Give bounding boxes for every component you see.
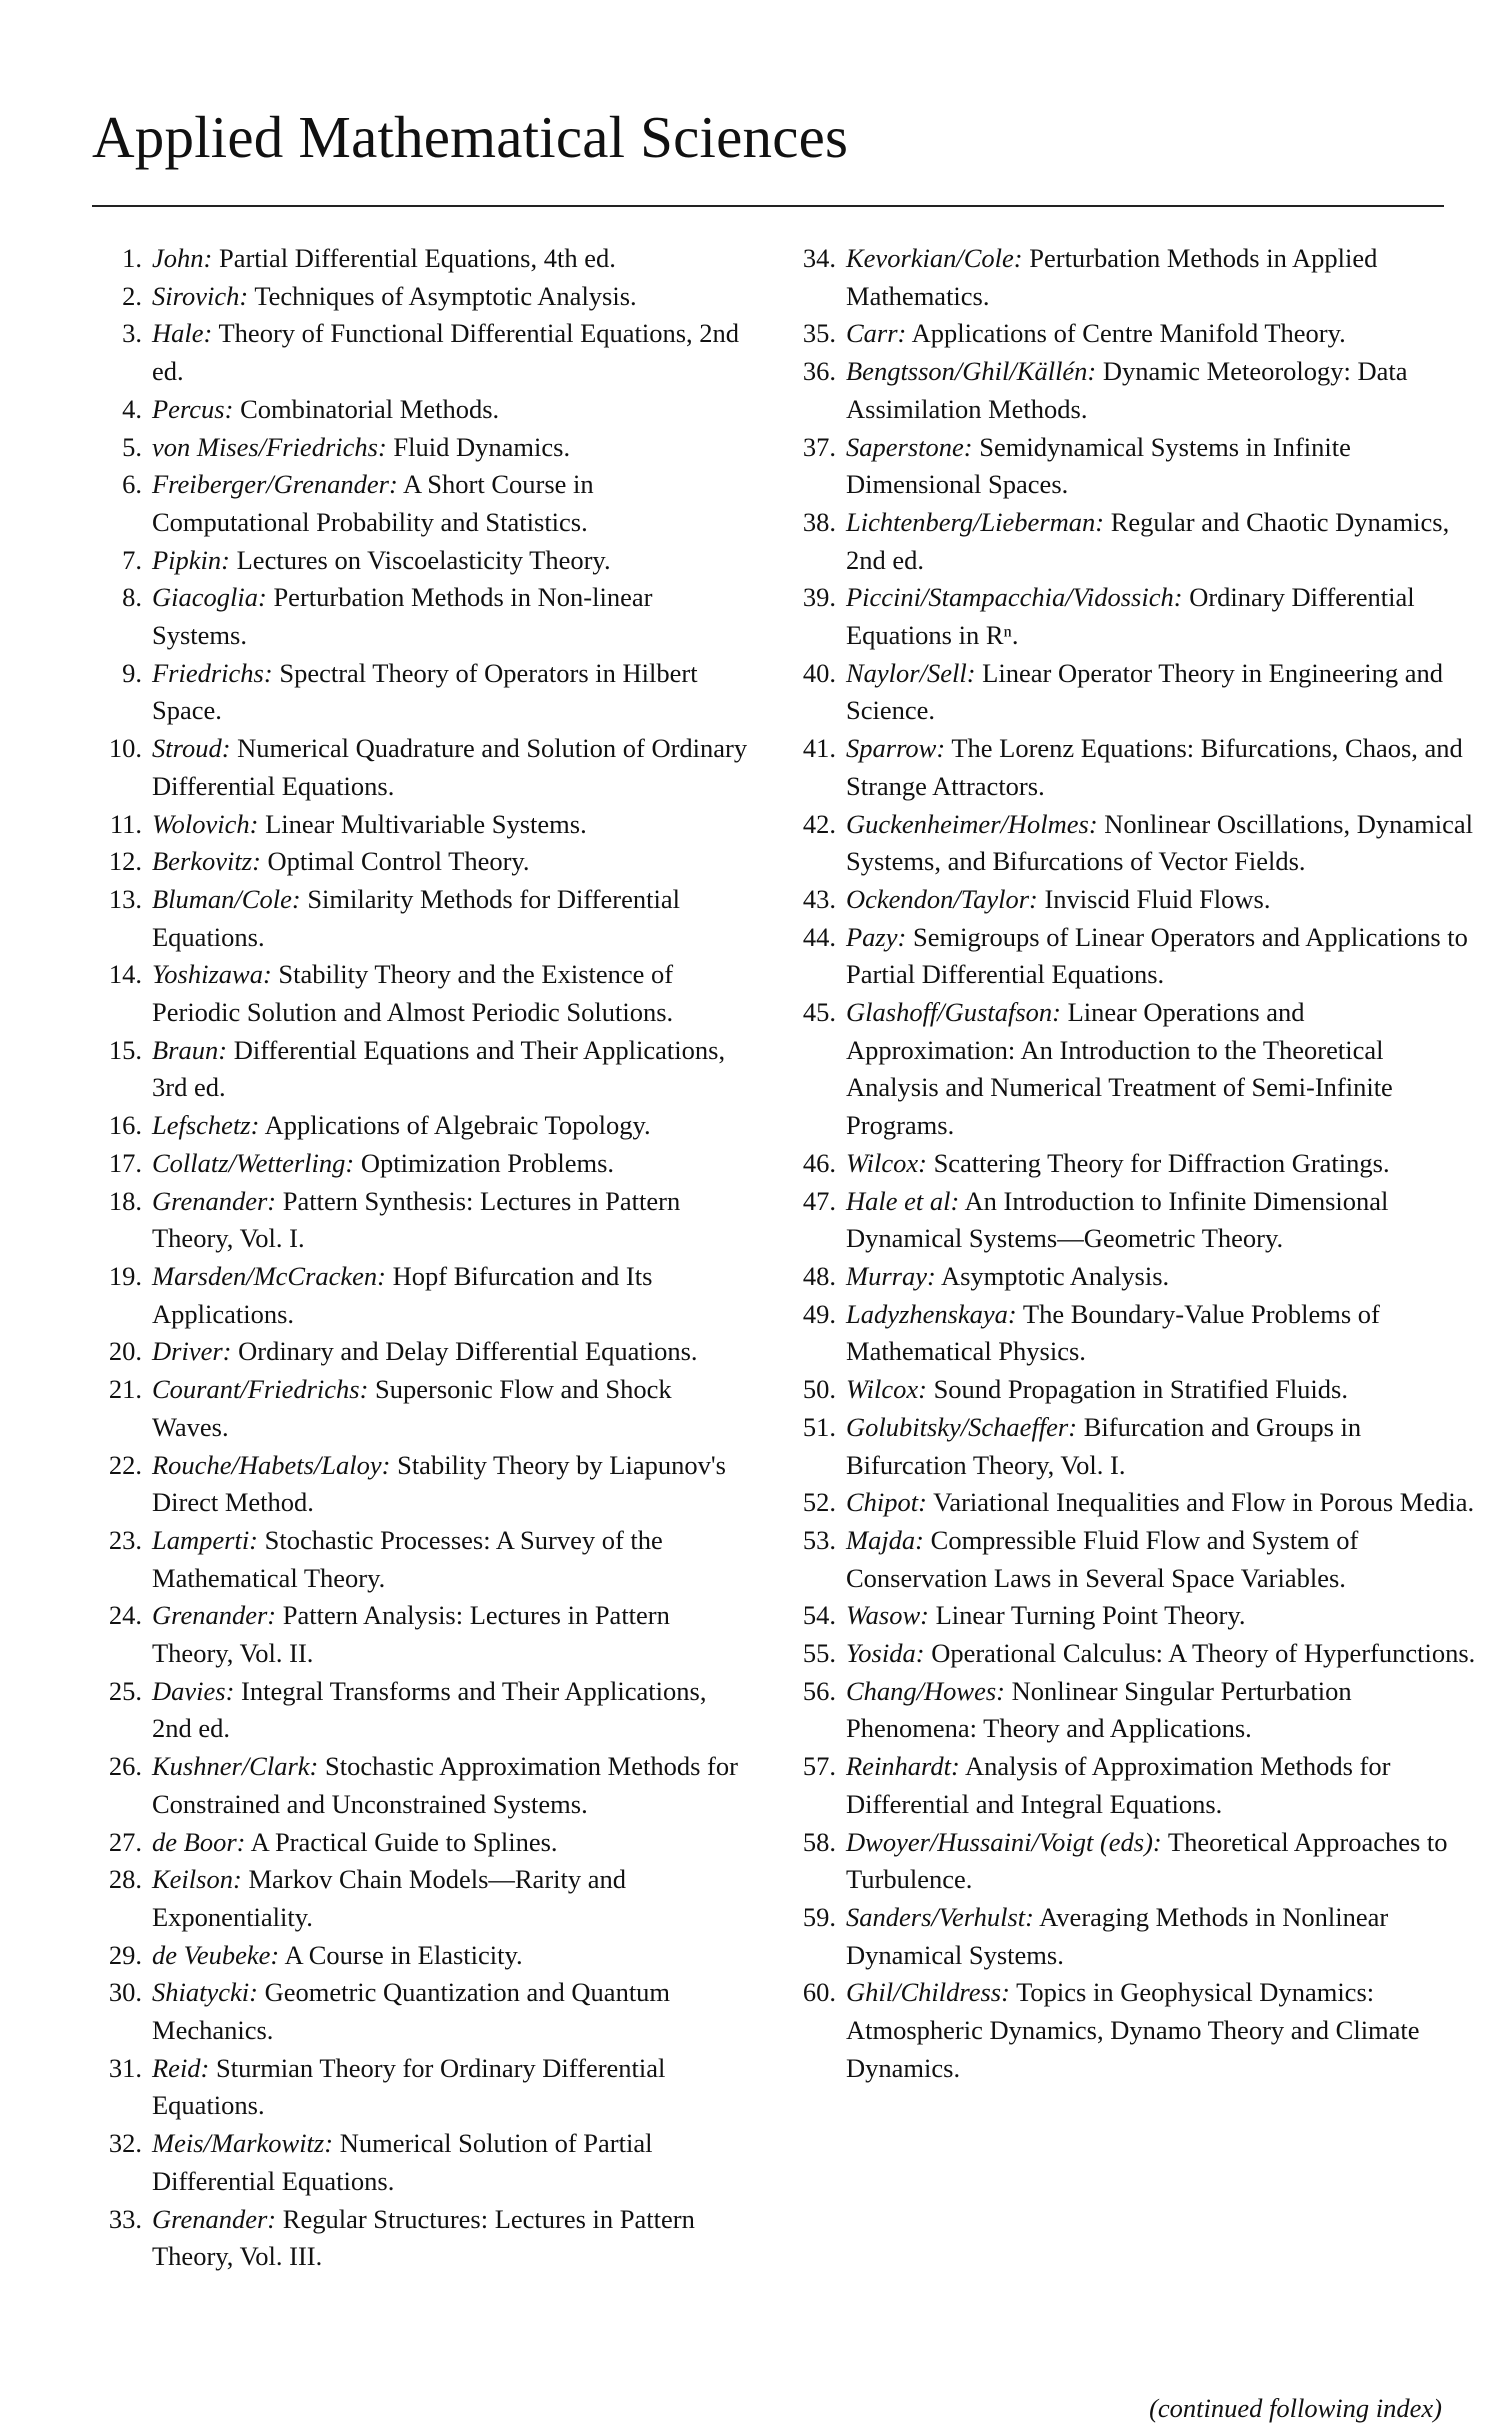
entry-title: Linear Multivariable Systems. [265,808,587,839]
entry-author: Keilson: [152,1864,242,1895]
list-item [92,1258,752,1333]
entry-number: 38. [802,506,836,537]
entry-title: Nonlinear Singular Perturbation Phenomena: Theory and Applications. [846,1675,1352,1744]
entry-number: 28. [108,1864,142,1895]
entry-title: A Practical Guide to Splines. [250,1826,558,1857]
list-item [786,1673,1476,1748]
entry-number: 15. [108,1034,142,1065]
entry-number: 21. [108,1374,142,1405]
entry-author: Bengtsson/Ghil/Källén: [846,356,1097,387]
list-item [92,1937,752,1975]
page-title: Applied Mathematical Sciences [92,104,849,170]
entry-number: 16. [108,1110,142,1141]
entry-author: Wilcox: [846,1374,927,1405]
entry-author: Rouche/Habets/Laloy: [152,1449,391,1480]
list-item [92,240,752,278]
entry-author: Wasow: [846,1600,929,1631]
entry-author: Percus: [152,393,234,424]
list-item [92,843,752,881]
list-item [92,1861,752,1936]
entry-number: 11. [109,808,142,839]
entry-author: Giacoglia: [152,582,267,613]
list-item [92,2125,752,2200]
entry-author: Ghil/Childress: [846,1977,1010,2008]
list-item [786,1522,1476,1597]
entry-title: A Course in Elasticity. [284,1939,523,1970]
entry-author: Murray: [846,1260,936,1291]
entry-number: 25. [108,1675,142,1706]
entry-author: Majda: [846,1524,925,1555]
entry-title: Markov Chain Models—Rarity and Exponentiality. [152,1864,627,1932]
entry-title: Perturbation Methods in Non-linear Systems. [152,582,653,651]
entry-author: Grenander: [152,1600,277,1631]
entry-title: Regular Structures: Lectures in Pattern Theory, Vol. III. [152,2203,695,2272]
list-item [786,1635,1476,1673]
entry-title: Variational Inequalities and Flow in Porous Media. [933,1487,1475,1518]
series-list-left-column [92,240,752,2276]
entry-number: 45. [802,997,836,1028]
list-item [786,1183,1476,1258]
entry-number: 47. [802,1185,836,1216]
list-item [92,579,752,654]
list-item [92,2201,752,2276]
entry-title: Techniques of Asymptotic Analysis. [254,280,637,311]
entry-author: Sirovich: [152,280,249,311]
continued-note: (continued following index) [1149,2393,1442,2423]
entry-author: Driver: [152,1336,232,1367]
entry-number: 40. [802,657,836,688]
list-item [786,1409,1476,1484]
entry-number: 7. [122,544,142,575]
entry-title: Hopf Bifurcation and Its Applications. [152,1260,653,1329]
entry-author: Bluman/Cole: [152,883,301,914]
list-item [786,919,1476,994]
list-item [92,806,752,844]
entry-title: Differential Equations and Their Applications, 3rd ed. [152,1034,726,1103]
entry-number: 32. [108,2128,142,2159]
entry-number: 33. [108,2203,142,2234]
entry-number: 23. [108,1524,142,1555]
list-item [92,730,752,805]
entry-author: Hale: [152,318,213,349]
entry-number: 46. [802,1147,836,1178]
list-item [786,1371,1476,1409]
entry-title: Semigroups of Linear Operators and Applications to Partial Differential Equations. [846,921,1468,990]
entry-number: 30. [108,1977,142,2008]
list-item [92,1183,752,1258]
entry-title: Sturmian Theory for Ordinary Differential Equations. [152,2052,666,2121]
list-item [786,353,1476,428]
entry-title: Optimization Problems. [360,1147,615,1178]
list-item [92,1673,752,1748]
list-item [786,1145,1476,1183]
list-item [92,1145,752,1183]
entry-author: John: [152,243,213,273]
entry-title: Stability Theory and the Existence of Periodic Solution and Almost Periodic Solutions. [152,959,674,1028]
entry-title: A Short Course in Computational Probability and Statistics. [152,469,594,537]
entry-title: Lectures on Viscoelasticity Theory. [236,544,611,575]
entry-author: Meis/Markowitz: [152,2128,334,2159]
entry-title: Semidynamical Systems in Infinite Dimensional Spaces. [846,431,1351,500]
entry-title: Optimal Control Theory. [267,846,530,877]
list-item [786,1899,1476,1974]
entry-title: The Lorenz Equations: Bifurcations, Chaos, and Strange Attractors. [846,733,1463,801]
entry-title: Bifurcation and Groups in Bifurcation Theory, Vol. I. [846,1411,1362,1480]
entry-number: 39. [802,582,836,613]
entry-number: 4. [122,393,142,424]
list-item [92,1522,752,1597]
entry-number: 13. [108,883,142,914]
entry-title: Fluid Dynamics. [393,431,571,462]
entry-author: Chang/Howes: [846,1675,1005,1706]
entry-author: Carr: [846,318,907,349]
entry-author: Wilcox: [846,1147,927,1178]
entry-number: 10. [108,733,142,764]
entry-title: Ordinary Differential Equations in Rⁿ. [846,582,1415,651]
entry-author: Lamperti: [152,1524,258,1555]
entry-number: 29. [108,1939,142,1970]
entry-number: 50. [802,1374,836,1405]
entry-number: 14. [108,959,142,990]
entry-number: 55. [802,1638,836,1669]
entry-title: Geometric Quantization and Quantum Mechanics. [152,1977,671,2046]
entry-number: 43. [802,883,836,914]
list-item [786,579,1476,654]
entry-number: 37. [802,431,836,462]
entry-number: 34. [802,243,836,273]
entry-number: 19. [108,1260,142,1291]
entry-author: de Boor: [152,1826,246,1857]
entry-author: Grenander: [152,1185,277,1216]
entry-title: Pattern Analysis: Lectures in Pattern Theory, Vol. II. [152,1600,670,1669]
entry-title: Operational Calculus: A Theory of Hyperfunctions. [931,1638,1476,1669]
entry-title: Ordinary and Delay Differential Equations. [238,1336,698,1367]
entry-number: 3. [122,318,142,349]
list-item [786,1974,1476,2087]
entry-author: Guckenheimer/Holmes: [846,808,1098,839]
entry-number: 6. [122,469,142,500]
list-item [786,730,1476,805]
list-item [92,315,752,390]
list-item [92,1597,752,1672]
entry-author: Stroud: [152,733,231,764]
list-item [92,956,752,1031]
entry-number: 48. [802,1260,836,1291]
list-item [786,240,1476,315]
entry-title: Applications of Centre Manifold Theory. [911,318,1346,349]
entry-title: Theoretical Approaches to Turbulence. [846,1826,1448,1895]
list-item [92,1447,752,1522]
entry-title: Regular and Chaotic Dynamics, 2nd ed. [846,506,1450,575]
entry-author: Davies: [152,1675,235,1706]
entry-author: Kevorkian/Cole: [846,243,1023,273]
entry-number: 51. [802,1411,836,1442]
entry-title: Applications of Algebraic Topology. [264,1110,651,1141]
entry-author: Golubitsky/Schaeffer: [846,1411,1078,1442]
entry-title: Numerical Solution of Partial Differential Equations. [152,2128,653,2196]
entry-number: 44. [802,921,836,952]
entry-title: Numerical Quadrature and Solution of Ordinary Differential Equations. [152,733,748,801]
entry-number: 60. [802,1977,836,2008]
entry-title: Averaging Methods in Nonlinear Dynamical Systems. [846,1901,1389,1970]
title-rule [92,205,1444,207]
entry-title: Stability Theory by Liapunov's Direct Method. [152,1449,726,1518]
entry-author: Sparrow: [846,733,946,764]
entry-author: Lefschetz: [152,1110,260,1141]
entry-number: 26. [108,1751,142,1782]
entry-number: 58. [802,1826,836,1857]
entry-number: 56. [802,1675,836,1706]
list-item [786,881,1476,919]
entry-title: Inviscid Fluid Flows. [1044,883,1271,914]
entry-number: 36. [802,356,836,387]
entry-title: Pattern Synthesis: Lectures in Pattern Theory, Vol. I. [152,1185,681,1254]
list-item [786,1824,1476,1899]
entry-title: Spectral Theory of Operators in Hilbert Space. [152,657,698,726]
entry-number: 17. [108,1147,142,1178]
entry-title: Topics in Geophysical Dynamics: Atmospheric Dynamics, Dynamo Theory and Climate Dynamics. [846,1977,1420,2083]
entry-author: Grenander: [152,2203,277,2234]
entry-author: Pipkin: [152,544,230,575]
list-item [786,806,1476,881]
entry-author: Naylor/Sell: [846,657,976,688]
entry-author: Lichtenberg/Lieberman: [846,506,1105,537]
list-item [786,655,1476,730]
list-item [786,1748,1476,1823]
entry-author: Shiatycki: [152,1977,258,2008]
list-item [786,1296,1476,1371]
list-item [92,466,752,541]
entry-title: An Introduction to Infinite Dimensional Dynamical Systems—Geometric Theory. [846,1185,1389,1254]
list-item [786,1484,1476,1522]
list-item [92,278,752,316]
entry-author: Yoshizawa: [152,959,272,990]
list-item [92,1107,752,1145]
entry-title: Partial Differential Equations, 4th ed. [218,243,616,273]
entry-title: Perturbation Methods in Applied Mathematics. [846,243,1378,311]
entry-title: Similarity Methods for Differential Equations. [152,883,680,952]
entry-author: Piccini/Stampacchia/Vidossich: [846,582,1183,613]
entry-author: Braun: [152,1034,228,1065]
entry-author: Glashoff/Gustafson: [846,997,1061,1028]
entry-author: Ockendon/Taylor: [846,883,1038,914]
entry-number: 27. [108,1826,142,1857]
entry-author: Courant/Friedrichs: [152,1374,369,1405]
entry-number: 12. [108,846,142,877]
list-item [92,655,752,730]
entry-number: 57. [802,1751,836,1782]
entry-number: 35. [802,318,836,349]
entry-number: 5. [122,431,142,462]
entry-number: 22. [108,1449,142,1480]
entry-number: 24. [108,1600,142,1631]
entry-title: The Boundary-Value Problems of Mathematical Physics. [846,1298,1380,1367]
entry-author: Saperstone: [846,431,973,462]
list-item [92,1748,752,1823]
entry-title: Nonlinear Oscillations, Dynamical Systems, and Bifurcations of Vector Fields. [846,808,1473,877]
entry-author: de Veubeke: [152,1939,280,1970]
entry-author: Ladyzhenskaya: [846,1298,1017,1329]
entry-title: Analysis of Approximation Methods for Differential and Integral Equations. [846,1751,1391,1819]
entry-author: Kushner/Clark: [152,1751,319,1782]
list-item [786,994,1476,1145]
entry-title: Sound Propagation in Stratified Fluids. [933,1374,1348,1405]
entry-title: Asymptotic Analysis. [940,1260,1170,1291]
entry-title: Linear Operator Theory in Engineering and Science. [846,657,1444,726]
list-item [92,1333,752,1371]
list-item [786,1597,1476,1635]
entry-author: Dwoyer/Hussaini/Voigt (eds): [846,1826,1162,1857]
entry-author: Wolovich: [152,808,259,839]
list-item [92,1974,752,2049]
entry-author: Hale et al: [846,1185,960,1216]
entry-number: 1. [122,243,142,273]
entry-author: Pazy: [846,921,907,952]
entry-title: Combinatorial Methods. [240,393,500,424]
entry-author: von Mises/Friedrichs: [152,431,387,462]
entry-number: 18. [108,1185,142,1216]
list-item [786,429,1476,504]
list-item [92,391,752,429]
entry-author: Reinhardt: [846,1751,960,1782]
entry-author: Sanders/Verhulst: [846,1901,1034,1932]
entry-title: Linear Operations and Approximation: An Introduction to the Theoretical Analysis and Numerical Treatment of Semi-Infinite Programs. [846,997,1393,1141]
list-item [786,504,1476,579]
entry-number: 53. [802,1524,836,1555]
entry-number: 2. [122,280,142,311]
list-item [92,542,752,580]
entry-title: Theory of Functional Differential Equations, 2nd ed. [152,318,740,387]
list-item [92,1032,752,1107]
list-item [786,1258,1476,1296]
series-list-right-column [786,240,1476,2087]
entry-number: 49. [802,1298,836,1329]
entry-number: 8. [122,582,142,613]
entry-author: Marsden/McCracken: [152,1260,387,1291]
list-item [92,2050,752,2125]
entry-title: Dynamic Meteorology: Data Assimilation Methods. [846,356,1408,424]
list-item [786,315,1476,353]
entry-number: 42. [802,808,836,839]
entry-title: Integral Transforms and Their Applications, 2nd ed. [152,1675,707,1744]
list-item [92,1371,752,1446]
entry-author: Friedrichs: [152,657,273,688]
list-item [92,1824,752,1862]
list-item [92,881,752,956]
entry-title: Linear Turning Point Theory. [935,1600,1246,1631]
entry-title: Stochastic Processes: A Survey of the Mathematical Theory. [152,1524,663,1593]
entry-title: Stochastic Approximation Methods for Constrained and Unconstrained Systems. [152,1751,738,1819]
entry-author: Freiberger/Grenander: [152,469,398,500]
entry-number: 9. [122,657,142,688]
entry-title: Supersonic Flow and Shock Waves. [152,1374,672,1442]
entry-number: 54. [802,1600,836,1631]
entry-number: 52. [802,1487,836,1518]
entry-number: 59. [802,1901,836,1932]
entry-author: Yosida: [846,1638,925,1669]
entry-author: Chipot: [846,1487,927,1518]
entry-title: Compressible Fluid Flow and System of Conservation Laws in Several Space Variables. [846,1524,1359,1593]
entry-number: 41. [802,733,836,764]
entry-number: 31. [108,2052,142,2083]
entry-title: Scattering Theory for Diffraction Gratings. [933,1147,1390,1178]
entry-number: 20. [108,1336,142,1367]
entry-author: Collatz/Wetterling: [152,1147,355,1178]
entry-author: Berkovitz: [152,846,261,877]
entry-author: Reid: [152,2052,210,2083]
list-item [92,429,752,467]
